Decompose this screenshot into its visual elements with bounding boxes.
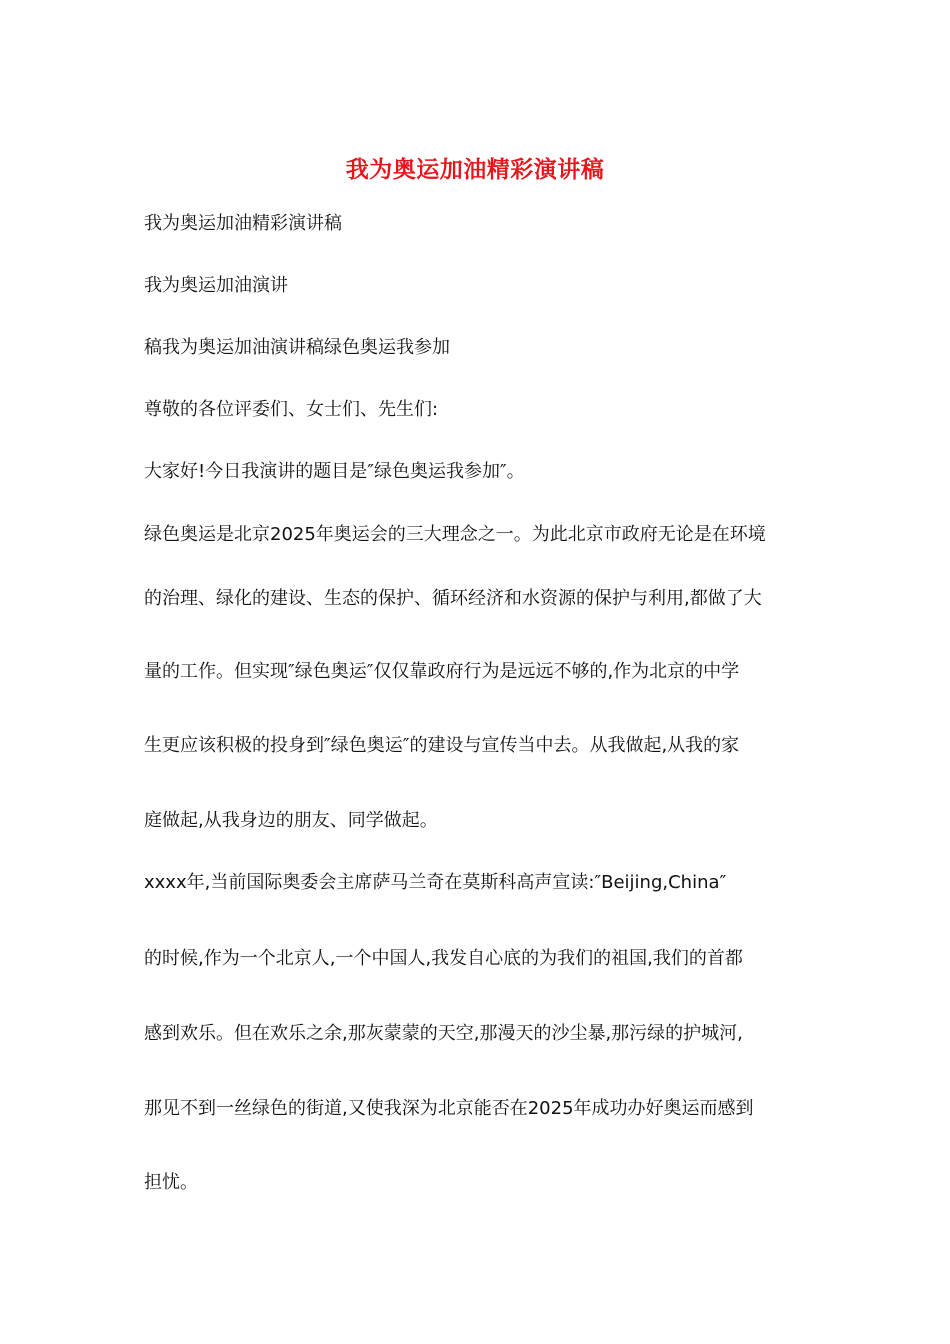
paragraph-line: 的时候,作为一个北京人,一个中国人,我发自心底的为我们的祖国,我们的首都	[144, 948, 743, 969]
paragraph-line: 那见不到一丝绿色的街道,又使我深为北京能否在2025年成功办好奥运而感到	[144, 1098, 754, 1119]
paragraph-line: 我为奥运加油演讲	[144, 275, 288, 296]
paragraph-line: 生更应该积极的投身到″绿色奥运″的建设与宣传当中去。从我做起,从我的家	[144, 735, 740, 756]
paragraph-line: 大家好!今日我演讲的题目是″绿色奥运我参加″。	[144, 461, 525, 482]
document-title: 我为奥运加油精彩演讲稿	[345, 157, 605, 183]
paragraph-line: 我为奥运加油精彩演讲稿	[144, 213, 342, 234]
paragraph-line: 稿我为奥运加油演讲稿绿色奥运我参加	[144, 337, 450, 358]
paragraph-line: 绿色奥运是北京2025年奥运会的三大理念之一。为此北京市政府无论是在环境	[144, 524, 766, 545]
paragraph-line: 尊敬的各位评委们、女士们、先生们:	[144, 399, 439, 420]
paragraph-line: 的治理、绿化的建设、生态的保护、循环经济和水资源的保护与利用,都做了大	[144, 588, 762, 609]
paragraph-line: 担忧。	[144, 1172, 198, 1193]
paragraph-line: xxxx年,当前国际奥委会主席萨马兰奇在莫斯科高声宣读:″Beijing,China″	[144, 872, 727, 893]
paragraph-line: 庭做起,从我身边的朋友、同学做起。	[144, 810, 438, 831]
paragraph-line: 量的工作。但实现″绿色奥运″仅仅靠政府行为是远远不够的,作为北京的中学	[144, 661, 740, 682]
paragraph-line: 感到欢乐。但在欢乐之余,那灰蒙蒙的天空,那漫天的沙尘暴,那污绿的护城河,	[144, 1023, 743, 1044]
